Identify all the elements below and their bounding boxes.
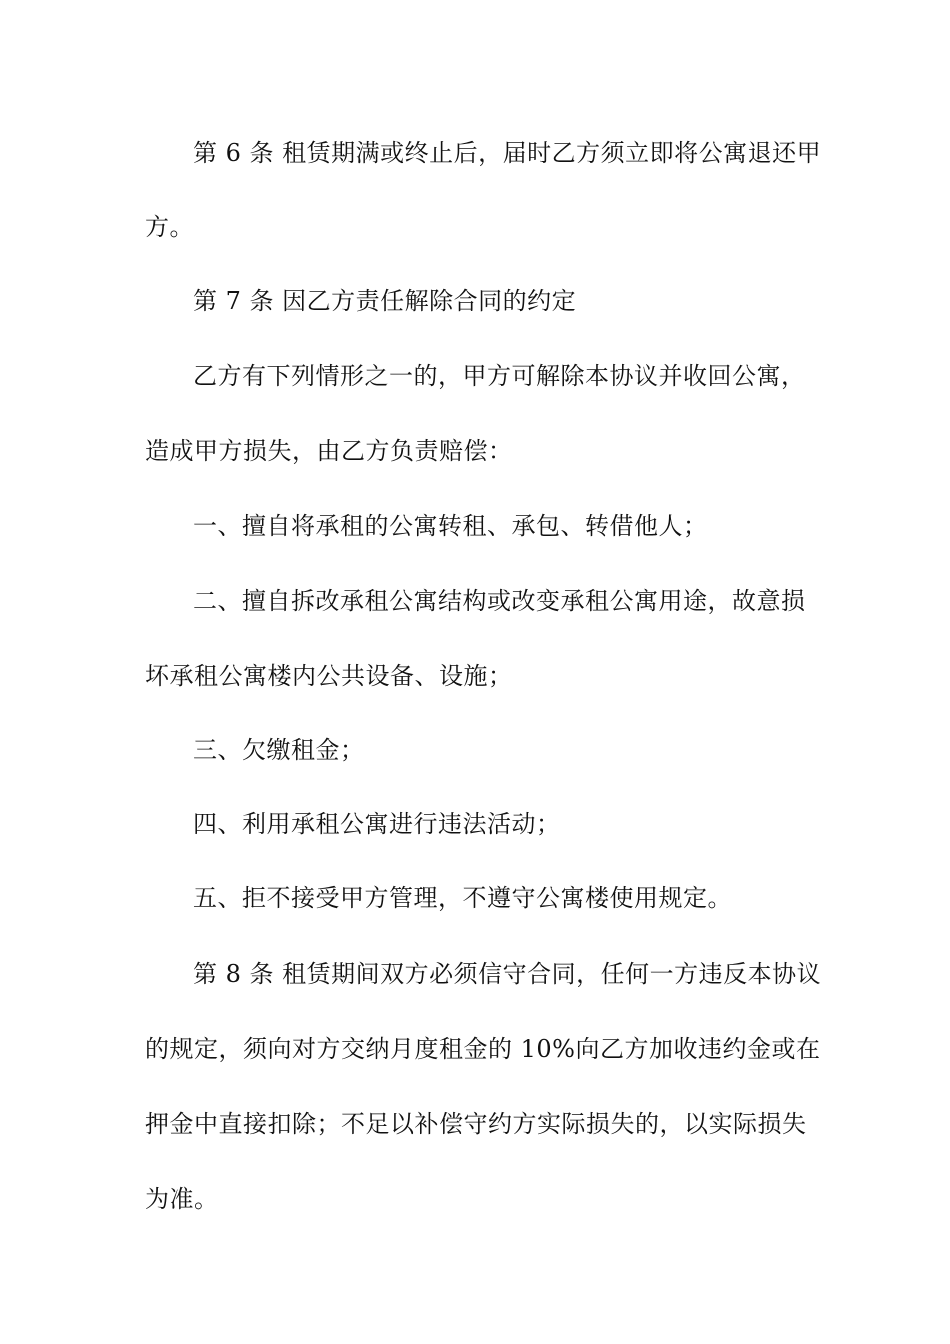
article-7-intro-line-1: 乙方有下列情形之一的，甲方可解除本协议并收回公寓， bbox=[193, 362, 806, 390]
clause-4: 四、利用承租公寓进行违法活动； bbox=[193, 810, 561, 838]
article-8-line-3: 押金中直接扣除；不足以补偿守约方实际损失的，以实际损失 bbox=[145, 1110, 807, 1138]
article-6-line-2: 方。 bbox=[145, 213, 194, 241]
clause-1: 一、擅自将承租的公寓转租、承包、转借他人； bbox=[193, 512, 708, 540]
article-7-heading: 第 7 条 因乙方责任解除合同的约定 bbox=[193, 287, 577, 315]
clause-3: 三、欠缴租金； bbox=[193, 736, 365, 764]
article-6-line-1: 第 6 条 租赁期满或终止后，届时乙方须立即将公寓退还甲 bbox=[193, 139, 822, 167]
clause-2-line-2: 坏承租公寓楼内公共设备、设施； bbox=[145, 662, 513, 690]
article-8-line-4: 为准。 bbox=[145, 1185, 219, 1213]
article-8-line-2: 的规定，须向对方交纳月度租金的 10%向乙方加收违约金或在 bbox=[145, 1035, 821, 1063]
clause-2-line-1: 二、擅自拆改承租公寓结构或改变承租公寓用途，故意损 bbox=[193, 587, 806, 615]
clause-5: 五、拒不接受甲方管理，不遵守公寓楼使用规定。 bbox=[193, 884, 732, 912]
article-8-line-1: 第 8 条 租赁期间双方必须信守合同，任何一方违反本协议 bbox=[193, 960, 822, 988]
article-7-intro-line-2: 造成甲方损失，由乙方负责赔偿： bbox=[145, 437, 513, 465]
